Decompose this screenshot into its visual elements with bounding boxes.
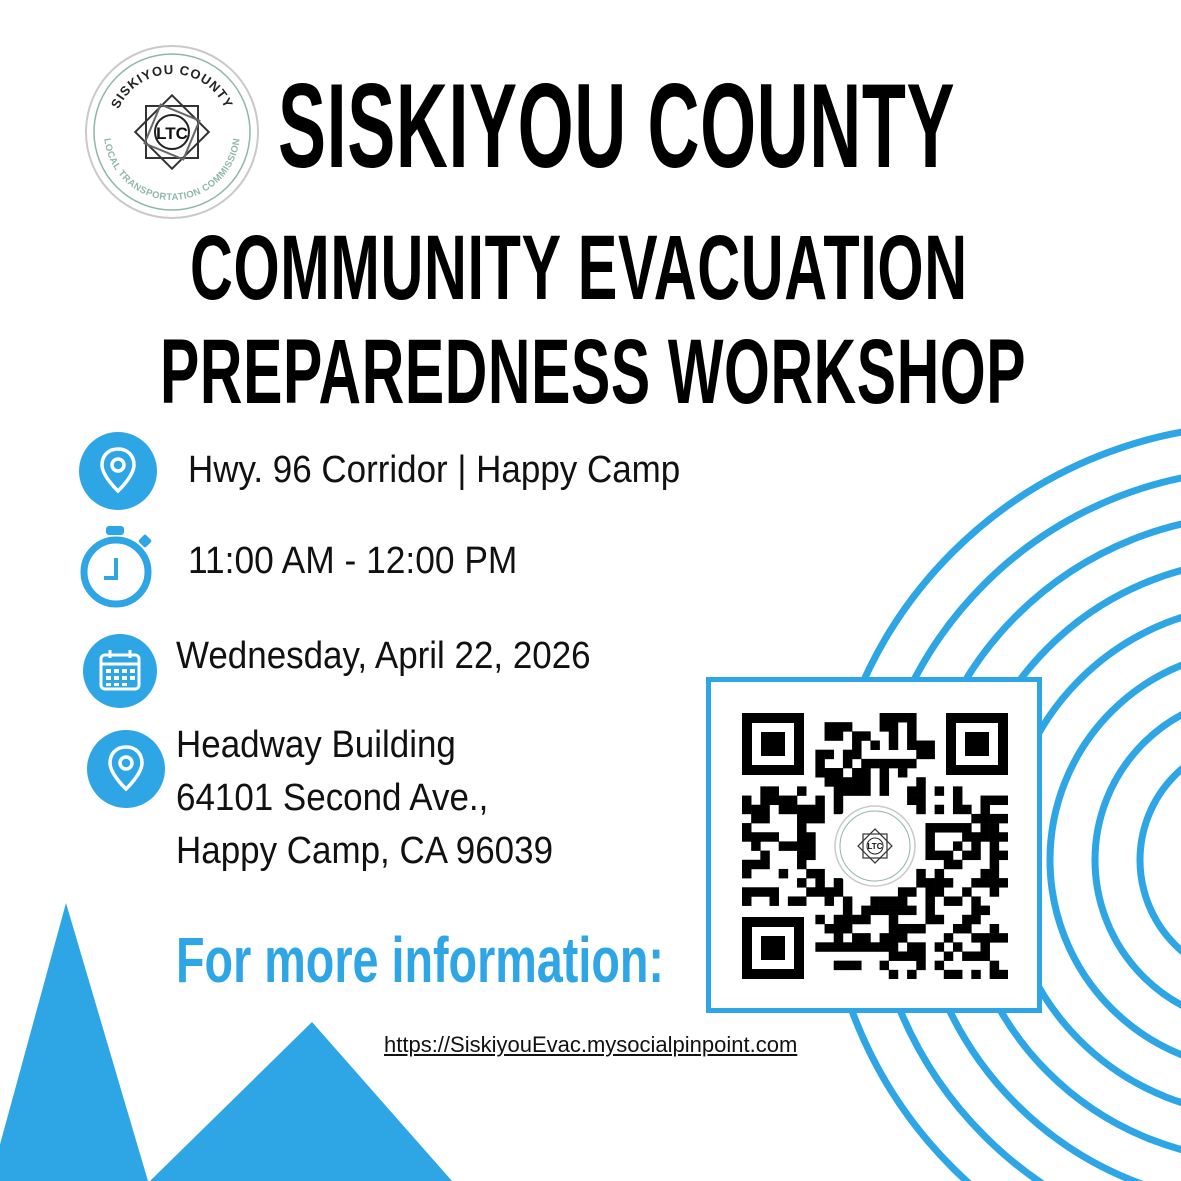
qr-module — [925, 823, 934, 832]
qr-module — [852, 933, 861, 942]
qr-module — [980, 942, 989, 951]
qr-module — [907, 759, 916, 768]
qr-module — [797, 860, 806, 869]
qr-module — [953, 786, 962, 795]
qr-module — [907, 887, 916, 896]
qr-module — [834, 731, 843, 740]
qr-module — [898, 887, 907, 896]
qr-module — [815, 869, 824, 878]
qr-module — [889, 741, 898, 750]
qr-module — [925, 915, 934, 924]
qr-module — [962, 887, 971, 896]
qr-module — [797, 814, 806, 823]
qr-module — [889, 924, 898, 933]
qr-module — [760, 832, 769, 841]
ltc-logo — [84, 44, 260, 220]
qr-module — [916, 951, 925, 960]
qr-module — [788, 841, 797, 850]
qr-module — [770, 796, 779, 805]
qr-module — [971, 851, 980, 860]
qr-module — [935, 851, 944, 860]
qr-module — [852, 915, 861, 924]
qr-module — [990, 887, 999, 896]
qr-module — [971, 915, 980, 924]
qr-module — [861, 942, 870, 951]
qr-module — [907, 786, 916, 795]
qr-module — [760, 851, 769, 860]
qr-module — [834, 768, 843, 777]
qr-module — [935, 942, 944, 951]
qr-module — [815, 750, 824, 759]
qr-module — [980, 814, 989, 823]
qr-module — [889, 942, 898, 951]
qr-module — [907, 906, 916, 915]
qr-module — [788, 796, 797, 805]
logo-top-text: SISKIYOU COUNTY — [107, 61, 237, 111]
page-title-line1: COMMUNITY EVACUATION — [190, 217, 968, 319]
qr-module — [751, 860, 760, 869]
qr-module — [999, 814, 1008, 823]
qr-module — [861, 915, 870, 924]
qr-module — [935, 786, 944, 795]
page-title-line2: PREPAREDNESS WORKSHOP — [160, 321, 1027, 423]
qr-module — [999, 796, 1008, 805]
qr-module — [834, 961, 843, 970]
qr-module — [980, 878, 989, 887]
qr-module — [944, 878, 953, 887]
qr-module — [962, 951, 971, 960]
qr-module — [797, 841, 806, 850]
qr-module — [953, 796, 962, 805]
qr-module — [861, 777, 870, 786]
qr-module — [880, 777, 889, 786]
qr-module — [779, 841, 788, 850]
qr-module — [806, 832, 815, 841]
qr-module — [990, 933, 999, 942]
qr-module — [916, 942, 925, 951]
qr-module — [843, 759, 852, 768]
qr-module — [825, 777, 834, 786]
qr-module — [797, 851, 806, 860]
qr-module — [834, 942, 843, 951]
qr-module — [944, 860, 953, 869]
qr-module — [925, 851, 934, 860]
qr-module — [742, 869, 751, 878]
event-venue — [176, 719, 553, 878]
qr-module — [898, 759, 907, 768]
qr-module — [944, 970, 953, 979]
qr-module — [907, 731, 916, 740]
qr-module — [880, 722, 889, 731]
qr-module — [953, 942, 962, 951]
qr-module — [916, 786, 925, 795]
qr-module — [834, 777, 843, 786]
venue-name: Headway Building — [176, 724, 456, 766]
qr-module — [852, 731, 861, 740]
qr-module — [861, 933, 870, 942]
qr-module — [751, 814, 760, 823]
qr-module — [779, 869, 788, 878]
qr-module — [843, 915, 852, 924]
qr-module — [916, 777, 925, 786]
qr-module — [925, 750, 934, 759]
qr-module — [962, 832, 971, 841]
calendar-icon — [82, 633, 158, 709]
qr-module — [990, 796, 999, 805]
qr-module — [980, 805, 989, 814]
event-time: 11:00 AM - 12:00 PM — [188, 540, 518, 582]
qr-module — [843, 786, 852, 795]
qr-module — [990, 961, 999, 970]
qr-module — [916, 750, 925, 759]
qr-module — [925, 896, 934, 905]
qr-module — [834, 933, 843, 942]
qr-module — [898, 924, 907, 933]
qr-module — [742, 823, 751, 832]
qr-module — [980, 869, 989, 878]
qr-module — [999, 851, 1008, 860]
qr-module — [935, 869, 944, 878]
logo-bottom-text: LOCAL TRANSPORTATION COMMISSION — [101, 137, 243, 204]
qr-module — [971, 951, 980, 960]
qr-module — [990, 823, 999, 832]
qr-module — [834, 805, 843, 814]
qr-module — [825, 750, 834, 759]
qr-module — [806, 841, 815, 850]
qr-module — [880, 933, 889, 942]
qr-module — [880, 786, 889, 795]
qr-module — [889, 951, 898, 960]
stopwatch-icon — [76, 522, 162, 608]
qr-module — [980, 832, 989, 841]
qr-module — [825, 887, 834, 896]
qr-module — [907, 924, 916, 933]
qr-module — [889, 731, 898, 740]
qr-module — [980, 796, 989, 805]
qr-module — [760, 796, 769, 805]
qr-module — [971, 841, 980, 850]
qr-module — [916, 869, 925, 878]
qr-module — [944, 951, 953, 960]
qr-module — [797, 805, 806, 814]
qr-module — [990, 878, 999, 887]
qr-module — [870, 896, 879, 905]
qr-module — [852, 942, 861, 951]
qr-module — [861, 759, 870, 768]
qr-module — [898, 896, 907, 905]
qr-module — [999, 832, 1008, 841]
qr-module — [944, 851, 953, 860]
qr-module — [880, 759, 889, 768]
event-date: Wednesday, April 22, 2026 — [176, 635, 591, 677]
qr-module — [953, 823, 962, 832]
event-location: Hwy. 96 Corridor | Happy Camp — [188, 449, 681, 491]
qr-module — [889, 970, 898, 979]
qr-module — [935, 878, 944, 887]
qr-module — [742, 887, 751, 896]
qr-module — [889, 906, 898, 915]
qr-module — [935, 805, 944, 814]
qr-module — [843, 722, 852, 731]
qr-module — [925, 741, 934, 750]
logo-center-text: LTC — [156, 124, 188, 143]
qr-module — [898, 906, 907, 915]
qr-module — [990, 832, 999, 841]
qr-module — [990, 970, 999, 979]
qr-module — [751, 805, 760, 814]
qr-module — [825, 942, 834, 951]
qr-module — [925, 832, 934, 841]
qr-module — [852, 741, 861, 750]
qr-module — [834, 722, 843, 731]
qr-module — [880, 768, 889, 777]
qr-module — [843, 906, 852, 915]
qr-module — [971, 896, 980, 905]
qr-module — [971, 878, 980, 887]
qr-module — [843, 924, 852, 933]
qr-module — [935, 915, 944, 924]
qr-logo-text: LTC — [867, 842, 883, 851]
qr-module — [889, 933, 898, 942]
qr-module — [770, 832, 779, 841]
qr-module — [852, 777, 861, 786]
qr-module — [742, 860, 751, 869]
qr-module — [962, 924, 971, 933]
qr-module — [935, 961, 944, 970]
qr-module — [797, 878, 806, 887]
qr-module — [797, 896, 806, 905]
qr-module — [990, 924, 999, 933]
qr-module — [870, 942, 879, 951]
qr-module — [815, 915, 824, 924]
qr-module — [907, 970, 916, 979]
qr-module — [907, 796, 916, 805]
qr-module — [990, 869, 999, 878]
qr-module — [870, 906, 879, 915]
qr-module — [898, 951, 907, 960]
qr-module — [980, 933, 989, 942]
qr-module — [962, 851, 971, 860]
qr-module — [834, 796, 843, 805]
qr-module — [907, 951, 916, 960]
qr-module — [751, 832, 760, 841]
qr-module — [971, 970, 980, 979]
venue-city: Happy Camp, CA 96039 — [176, 830, 554, 872]
qr-module — [806, 814, 815, 823]
qr-module — [742, 796, 751, 805]
qr-module — [953, 896, 962, 905]
qr-module — [962, 805, 971, 814]
qr-module — [962, 823, 971, 832]
qr-code-frame — [706, 677, 1042, 1013]
qr-module — [870, 759, 879, 768]
qr-module — [806, 851, 815, 860]
qr-module — [999, 970, 1008, 979]
qr-module — [953, 841, 962, 850]
qr-module — [834, 878, 843, 887]
qr-module — [806, 869, 815, 878]
mountain-large — [0, 903, 148, 1181]
qr-module — [815, 759, 824, 768]
qr-module — [760, 805, 769, 814]
qr-module — [889, 713, 898, 722]
qr-module — [925, 887, 934, 896]
qr-module — [870, 741, 879, 750]
qr-module — [834, 786, 843, 795]
qr-module — [797, 786, 806, 795]
qr-module — [971, 814, 980, 823]
qr-module — [944, 933, 953, 942]
qr-module — [880, 942, 889, 951]
qr-module — [843, 750, 852, 759]
qr-module — [889, 759, 898, 768]
qr-module — [843, 777, 852, 786]
qr-module — [843, 896, 852, 905]
qr-module — [742, 805, 751, 814]
more-info-heading: For more information: — [176, 924, 664, 996]
qr-module — [815, 942, 824, 951]
qr-module — [760, 887, 769, 896]
qr-module — [797, 823, 806, 832]
qr-module — [861, 906, 870, 915]
qr-module — [935, 887, 944, 896]
qr-module — [770, 896, 779, 905]
qr-module — [834, 887, 843, 896]
qr-module — [980, 906, 989, 915]
qr-module — [760, 814, 769, 823]
qr-module — [916, 924, 925, 933]
qr-module — [971, 832, 980, 841]
qr-module — [861, 768, 870, 777]
qr-module — [990, 841, 999, 850]
qr-module — [916, 741, 925, 750]
qr-module — [852, 768, 861, 777]
qr-module — [806, 805, 815, 814]
qr-module — [751, 887, 760, 896]
qr-module — [834, 915, 843, 924]
qr-module — [852, 786, 861, 795]
qr-module — [944, 896, 953, 905]
qr-module — [907, 713, 916, 722]
qr-module — [907, 722, 916, 731]
qr-module — [760, 786, 769, 795]
qr-module — [815, 805, 824, 814]
qr-module — [907, 741, 916, 750]
qr-module — [925, 906, 934, 915]
qr-module — [770, 786, 779, 795]
qr-module — [779, 805, 788, 814]
qr-module — [815, 814, 824, 823]
qr-module — [999, 933, 1008, 942]
qr-module — [825, 768, 834, 777]
qr-module — [788, 896, 797, 905]
qr-module — [953, 970, 962, 979]
qr-module — [889, 915, 898, 924]
qr-module — [843, 942, 852, 951]
qr-module — [953, 924, 962, 933]
qr-module — [925, 841, 934, 850]
qr-module — [880, 961, 889, 970]
map-pin-icon — [78, 431, 158, 511]
qr-module — [742, 832, 751, 841]
qr-module — [971, 906, 980, 915]
venue-map-pin-icon — [86, 729, 166, 809]
qr-module — [760, 860, 769, 869]
qr-module — [815, 878, 824, 887]
qr-module — [779, 796, 788, 805]
qr-module — [742, 896, 751, 905]
venue-street: 64101 Second Ave., — [176, 777, 489, 819]
page-title-county: SISKIYOU COUNTY — [278, 59, 956, 193]
qr-module — [889, 896, 898, 905]
qr-code[interactable] — [742, 713, 1008, 979]
qr-module — [861, 786, 870, 795]
qr-module — [834, 924, 843, 933]
qr-module — [953, 860, 962, 869]
qr-module — [962, 915, 971, 924]
qr-module — [916, 796, 925, 805]
qr-module — [953, 805, 962, 814]
qr-module — [916, 878, 925, 887]
qr-module — [770, 887, 779, 896]
qr-module — [944, 823, 953, 832]
qr-module — [990, 814, 999, 823]
qr-module — [815, 796, 824, 805]
qr-module — [889, 722, 898, 731]
qr-module — [806, 887, 815, 896]
qr-module — [815, 768, 824, 777]
qr-module — [880, 896, 889, 905]
qr-module — [898, 713, 907, 722]
qr-module — [898, 933, 907, 942]
qr-module — [935, 823, 944, 832]
qr-module — [815, 887, 824, 896]
qr-module — [980, 823, 989, 832]
qr-module — [852, 750, 861, 759]
qr-module — [916, 805, 925, 814]
qr-module — [797, 832, 806, 841]
qr-module — [880, 906, 889, 915]
qr-module — [825, 924, 834, 933]
qr-module — [907, 942, 916, 951]
qr-module — [751, 841, 760, 850]
qr-module — [852, 961, 861, 970]
qr-module — [861, 731, 870, 740]
qr-module — [788, 805, 797, 814]
info-url-link[interactable]: https://SiskiyouEvac.mysocialpinpoint.com — [384, 1032, 798, 1057]
qr-module — [825, 896, 834, 905]
qr-module — [825, 731, 834, 740]
qr-module — [999, 878, 1008, 887]
qr-module — [980, 951, 989, 960]
qr-module — [990, 851, 999, 860]
qr-module — [971, 933, 980, 942]
qr-module — [825, 722, 834, 731]
qr-module — [880, 713, 889, 722]
qr-module — [925, 878, 934, 887]
qr-module — [843, 961, 852, 970]
qr-module — [916, 961, 925, 970]
qr-module — [898, 768, 907, 777]
qr-module — [990, 860, 999, 869]
